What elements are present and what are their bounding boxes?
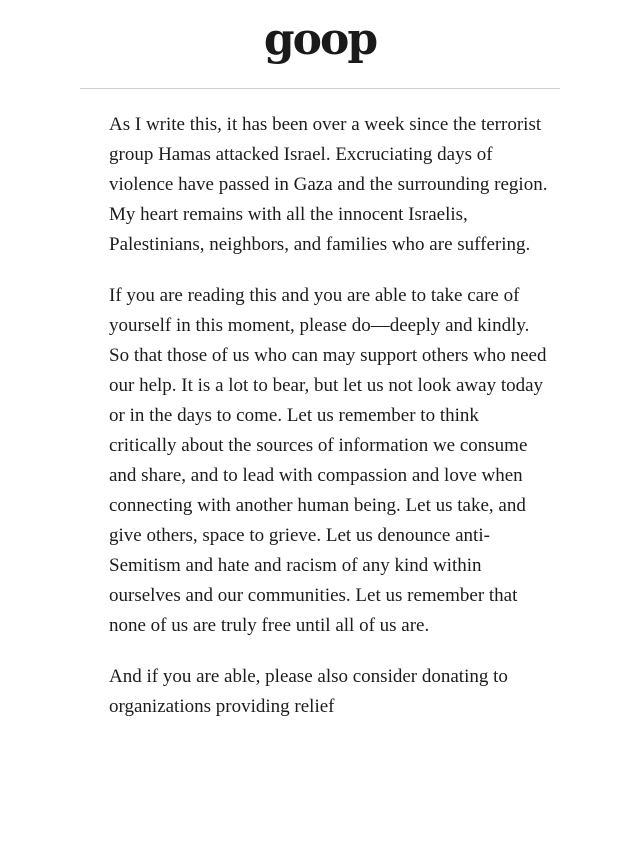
article-body bbox=[109, 110, 549, 743]
article-paragraph: As I write this, it has been over a week since the terrorist group Hamas attacked Israel. Excruciating days of violence have passed in Gaza and the surrounding region. My heart remains with all the innocent Israelis, Palestinians, neighbors, and families who are suffering. bbox=[109, 114, 548, 255]
goop-logo[interactable]: goop bbox=[263, 14, 377, 65]
article-paragraph: If you are reading this and you are able to take care of yourself in this moment, please do—deeply and kindly. So that those of us who can may support others who need our help. It is a lot to bear, but let us not look away today or in the days to come. Let us remember to think critically about the sources of information we consume and share, and to lead with compassion and love when connecting with another human being. Let us take, and give others, space to grieve. Let us denounce anti-Semitism and hate and racism of any kind within ourselves and our communities. Let us remember that none of us are truly free until all of us are. bbox=[109, 285, 547, 636]
header-divider bbox=[80, 88, 560, 89]
site-header bbox=[0, 0, 640, 88]
article-paragraph: And if you are able, please also consider donating to organizations providing relief bbox=[109, 666, 508, 717]
